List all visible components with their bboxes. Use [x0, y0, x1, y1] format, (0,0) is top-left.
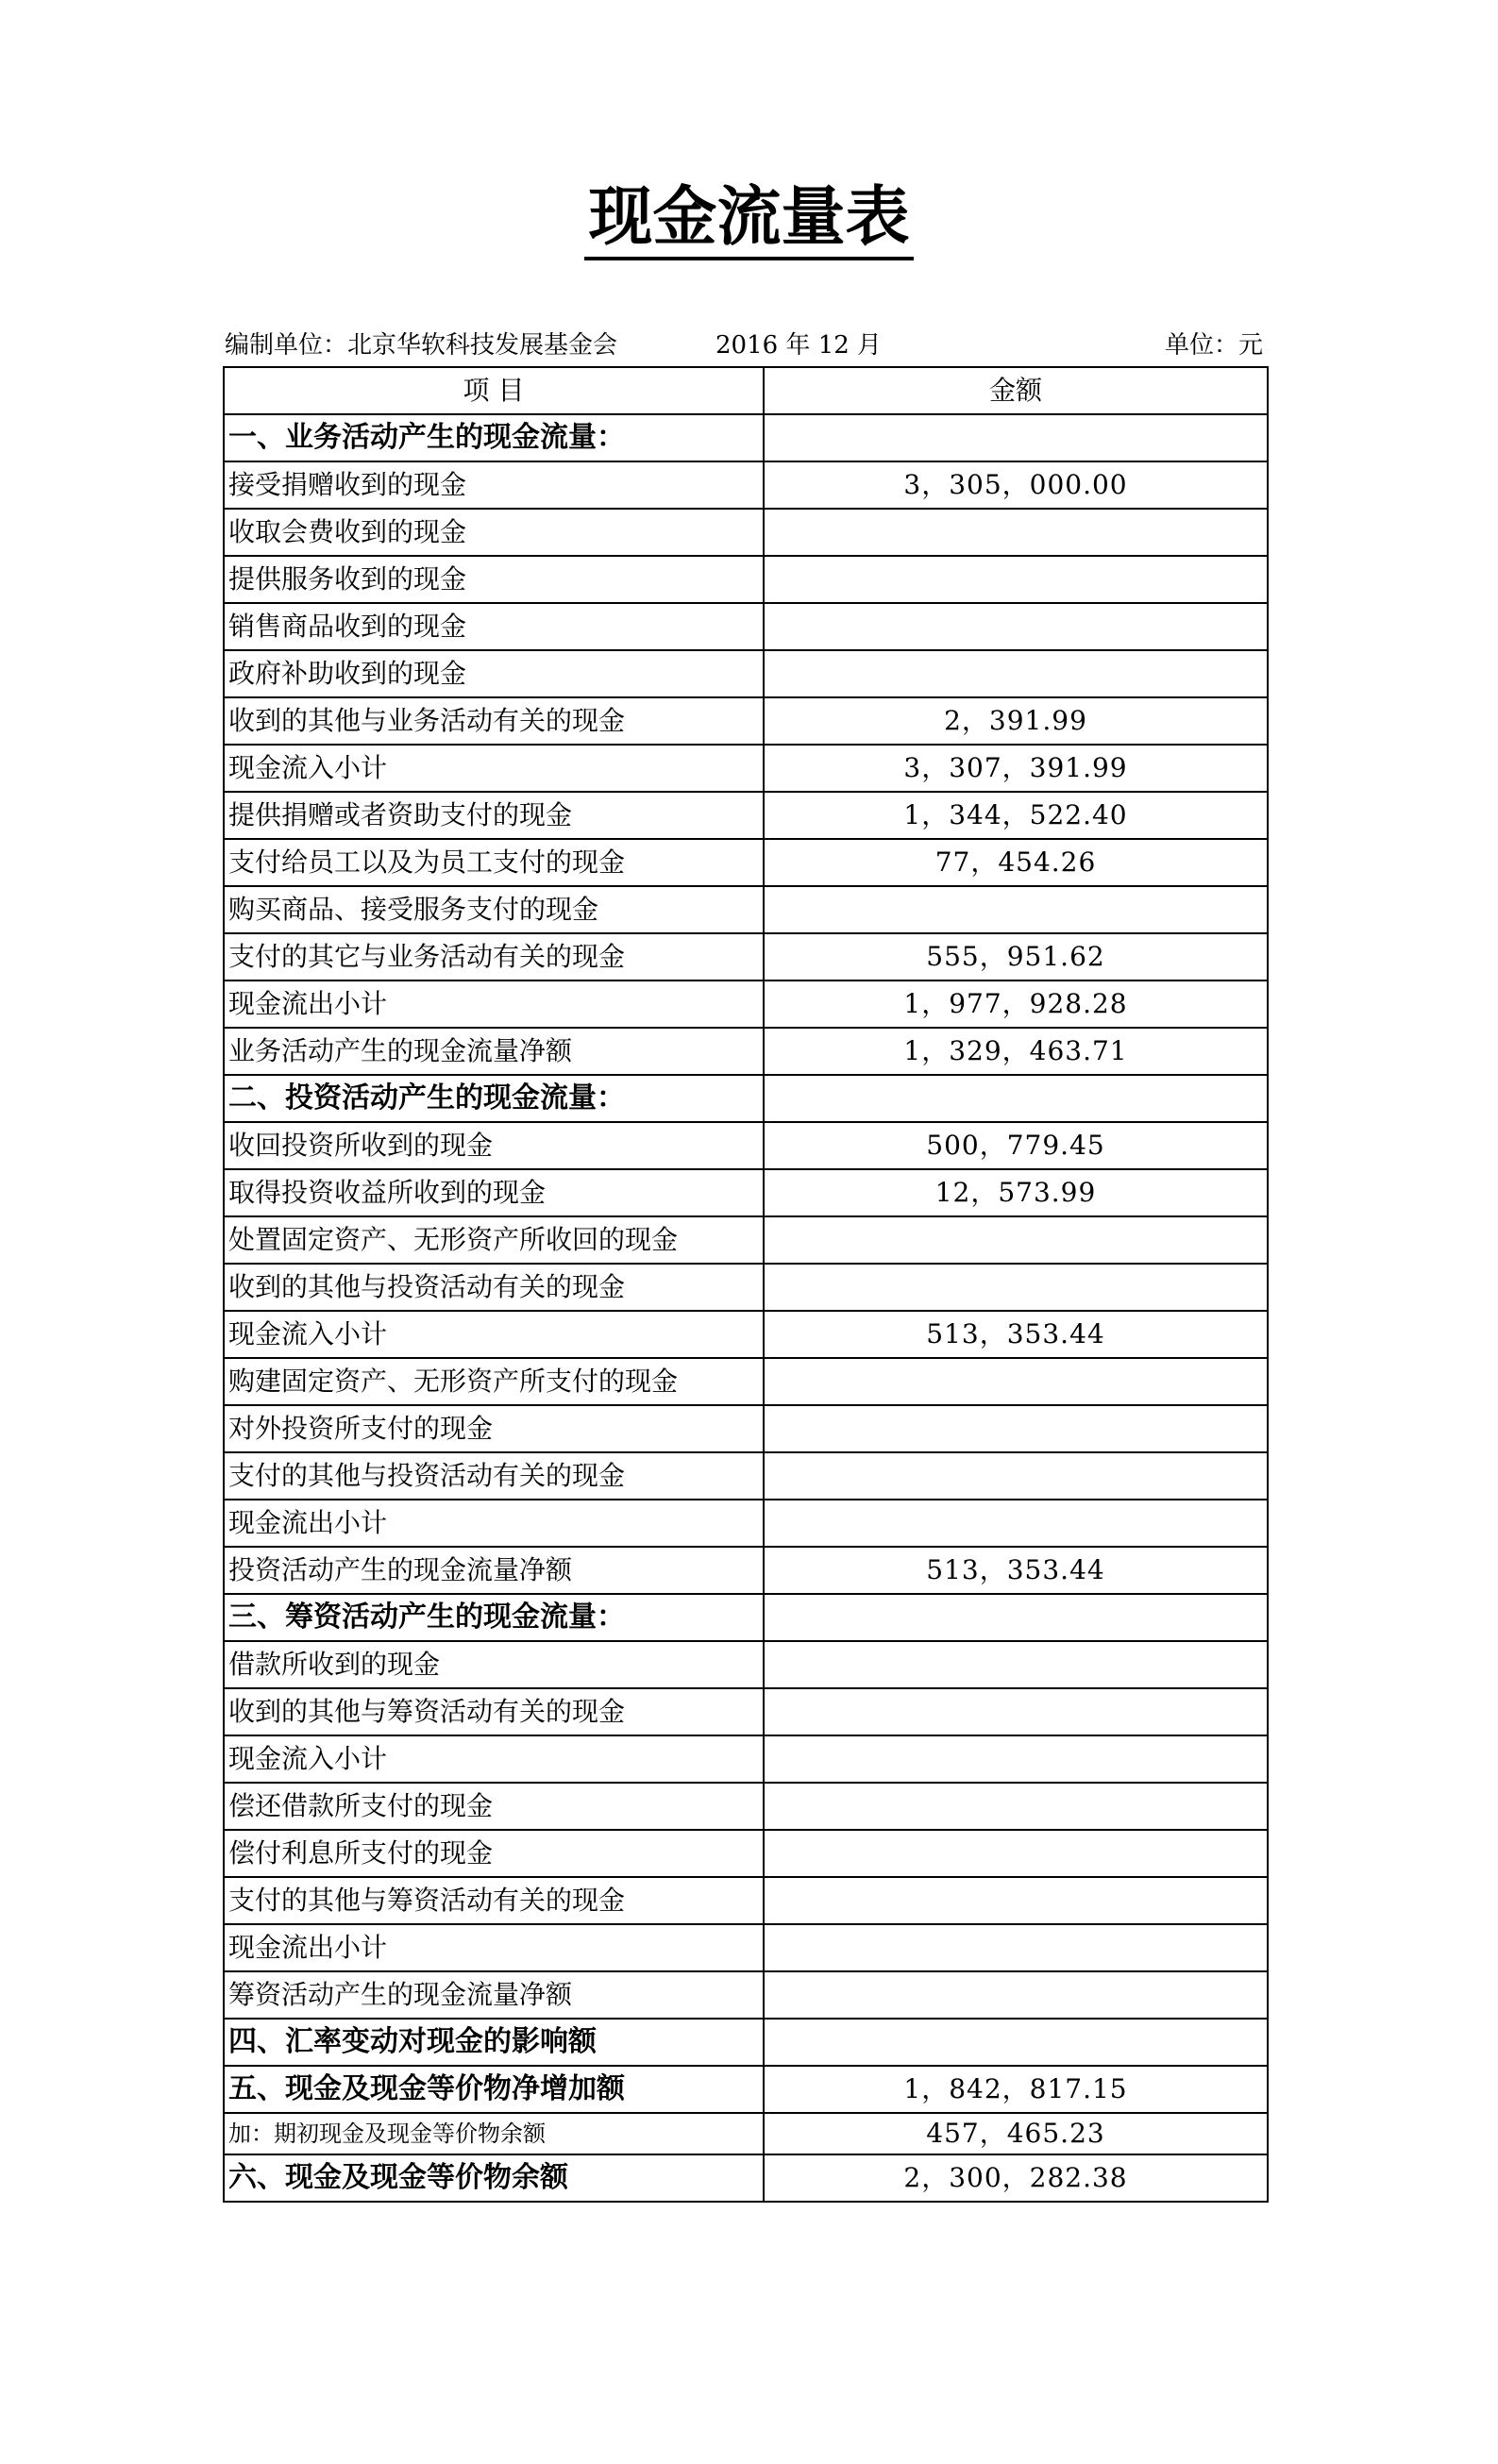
table-row [224, 1358, 1268, 1405]
table-header-row [224, 367, 1268, 414]
table-row [224, 745, 1268, 792]
row-amount: 1，329，463.71 [764, 1028, 1268, 1075]
table-row [224, 1075, 1268, 1122]
row-amount: 1，344，522.40 [764, 792, 1268, 839]
row-amount: 513，353.44 [764, 1311, 1268, 1358]
row-amount [764, 1264, 1268, 1311]
row-amount [764, 1877, 1268, 1924]
row-label: 现金流出小计 [224, 1500, 764, 1547]
table-row [224, 1452, 1268, 1500]
row-amount [764, 1735, 1268, 1783]
row-label: 接受捐赠收到的现金 [224, 461, 764, 509]
table-row [224, 792, 1268, 839]
currency-unit: 单位：元 [1164, 331, 1263, 360]
row-amount [764, 414, 1268, 461]
row-label: 提供捐赠或者资助支付的现金 [224, 792, 764, 839]
row-label: 政府补助收到的现金 [224, 650, 764, 697]
table-row [224, 1783, 1268, 1830]
row-amount: 1，977，928.28 [764, 981, 1268, 1028]
row-label: 购建固定资产、无形资产所支付的现金 [224, 1358, 764, 1405]
header-item: 项 目 [224, 367, 764, 414]
table-row [224, 1216, 1268, 1264]
row-label: 借款所收到的现金 [224, 1641, 764, 1688]
row-label: 对外投资所支付的现金 [224, 1405, 764, 1452]
row-amount [764, 886, 1268, 933]
row-amount [764, 2019, 1268, 2066]
row-label: 六、现金及现金等价物余额 [224, 2154, 764, 2202]
row-label: 三、筹资活动产生的现金流量： [224, 1594, 764, 1641]
table-row [224, 1122, 1268, 1169]
row-amount [764, 1594, 1268, 1641]
table-row [224, 603, 1268, 650]
row-amount [764, 1641, 1268, 1688]
row-label: 收到的其他与投资活动有关的现金 [224, 1264, 764, 1311]
row-label: 投资活动产生的现金流量净额 [224, 1547, 764, 1594]
organization-label: 编制单位：北京华软科技发展基金会 [225, 331, 618, 360]
row-amount [764, 1500, 1268, 1547]
row-amount: 12，573.99 [764, 1169, 1268, 1216]
row-label: 取得投资收益所收到的现金 [224, 1169, 764, 1216]
table-row [224, 839, 1268, 886]
table-row [224, 1169, 1268, 1216]
table-row [224, 981, 1268, 1028]
row-label: 业务活动产生的现金流量净额 [224, 1028, 764, 1075]
row-amount [764, 1688, 1268, 1735]
row-label: 支付的其他与投资活动有关的现金 [224, 1452, 764, 1500]
table-row [224, 1971, 1268, 2019]
table-row [224, 509, 1268, 556]
row-amount [764, 1783, 1268, 1830]
table-row [224, 461, 1268, 509]
row-amount [764, 556, 1268, 603]
row-amount [764, 603, 1268, 650]
row-label: 一、业务活动产生的现金流量： [224, 414, 764, 461]
table-row [224, 1830, 1268, 1877]
table-row [224, 1641, 1268, 1688]
row-amount: 500，779.45 [764, 1122, 1268, 1169]
table-row [224, 650, 1268, 697]
row-amount [764, 1358, 1268, 1405]
row-amount [764, 1075, 1268, 1122]
table-row [224, 2066, 1268, 2113]
cash-flow-table [223, 366, 1269, 2203]
document-title-text: 现金流量表 [584, 179, 913, 260]
row-label: 支付给员工以及为员工支付的现金 [224, 839, 764, 886]
row-label: 二、投资活动产生的现金流量： [224, 1075, 764, 1122]
table-row [224, 2113, 1268, 2154]
report-meta [225, 328, 1263, 362]
row-amount: 2，300，282.38 [764, 2154, 1268, 2202]
table-row [224, 886, 1268, 933]
table-row [224, 414, 1268, 461]
row-label: 筹资活动产生的现金流量净额 [224, 1971, 764, 2019]
row-label: 收取会费收到的现金 [224, 509, 764, 556]
row-amount: 457，465.23 [764, 2113, 1268, 2154]
table-body [224, 414, 1268, 2202]
row-amount: 77，454.26 [764, 839, 1268, 886]
row-amount [764, 1405, 1268, 1452]
row-label: 支付的其他与筹资活动有关的现金 [224, 1877, 764, 1924]
table-row [224, 697, 1268, 745]
row-amount [764, 1830, 1268, 1877]
row-label: 收回投资所收到的现金 [224, 1122, 764, 1169]
table-row [224, 1264, 1268, 1311]
table-row [224, 556, 1268, 603]
table-row [224, 1735, 1268, 1783]
row-amount: 555，951.62 [764, 933, 1268, 981]
report-date: 2016 年 12 月 [715, 331, 883, 360]
row-amount: 1，842，817.15 [764, 2066, 1268, 2113]
row-label: 支付的其它与业务活动有关的现金 [224, 933, 764, 981]
table-row [224, 1688, 1268, 1735]
table-row [224, 1028, 1268, 1075]
row-label: 收到的其他与业务活动有关的现金 [224, 697, 764, 745]
table-row [224, 1924, 1268, 1971]
table-row [224, 2154, 1268, 2202]
row-amount [764, 1216, 1268, 1264]
row-label: 五、现金及现金等价物净增加额 [224, 2066, 764, 2113]
document-title [0, 179, 1498, 255]
row-label: 现金流入小计 [224, 1311, 764, 1358]
row-label: 偿付利息所支付的现金 [224, 1830, 764, 1877]
table-row [224, 1405, 1268, 1452]
row-label: 加：期初现金及现金等价物余额 [224, 2113, 764, 2154]
row-label: 四、汇率变动对现金的影响额 [224, 2019, 764, 2066]
row-amount [764, 1924, 1268, 1971]
table-row [224, 1500, 1268, 1547]
row-label: 偿还借款所支付的现金 [224, 1783, 764, 1830]
row-amount [764, 1452, 1268, 1500]
row-amount [764, 1971, 1268, 2019]
row-label: 处置固定资产、无形资产所收回的现金 [224, 1216, 764, 1264]
row-label: 收到的其他与筹资活动有关的现金 [224, 1688, 764, 1735]
row-amount: 3，307，391.99 [764, 745, 1268, 792]
row-label: 现金流入小计 [224, 745, 764, 792]
table-row [224, 2019, 1268, 2066]
row-amount: 513，353.44 [764, 1547, 1268, 1594]
row-label: 现金流出小计 [224, 1924, 764, 1971]
row-label: 现金流入小计 [224, 1735, 764, 1783]
header-amount: 金额 [764, 367, 1268, 414]
row-amount: 2，391.99 [764, 697, 1268, 745]
row-amount [764, 650, 1268, 697]
row-amount: 3，305，000.00 [764, 461, 1268, 509]
row-amount [764, 509, 1268, 556]
table-row [224, 1311, 1268, 1358]
row-label: 购买商品、接受服务支付的现金 [224, 886, 764, 933]
table-row [224, 933, 1268, 981]
table-row [224, 1877, 1268, 1924]
row-label: 现金流出小计 [224, 981, 764, 1028]
table-row [224, 1547, 1268, 1594]
row-label: 销售商品收到的现金 [224, 603, 764, 650]
row-label: 提供服务收到的现金 [224, 556, 764, 603]
table-row [224, 1594, 1268, 1641]
